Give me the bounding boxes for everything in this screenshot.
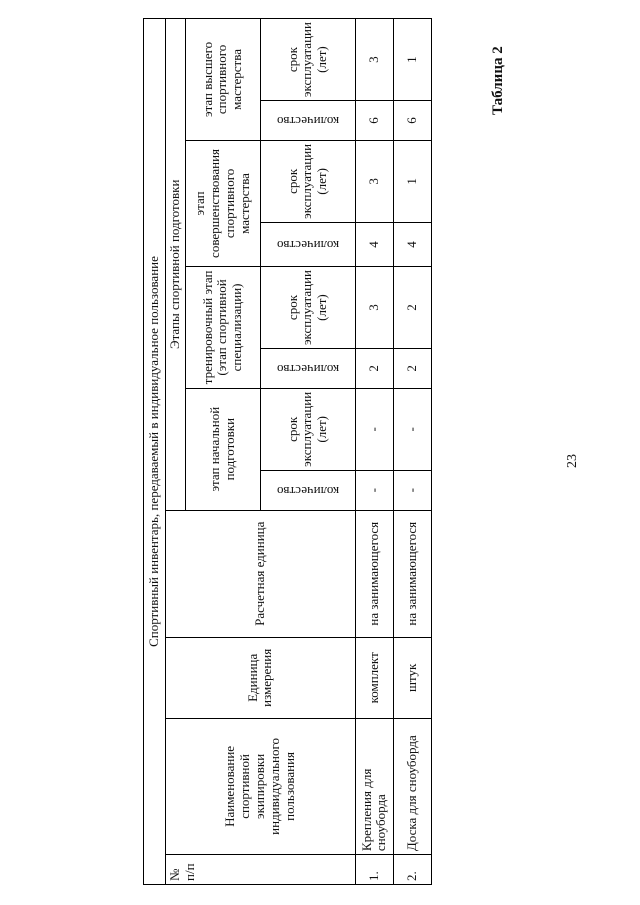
- header-top: Спортивный инвентарь, передаваемый в индивидуальное пользование: [144, 19, 166, 885]
- col-calc-header: Расчетная единица: [166, 510, 356, 637]
- stages-header: Этапы спортивной подготовки: [166, 19, 186, 511]
- sub-term: срок эксплуатации (лет): [260, 140, 355, 222]
- table-label: Таблица 2: [490, 46, 506, 115]
- row-name: Крепления для сноуборда: [355, 718, 393, 854]
- cell-value: 3: [355, 267, 393, 349]
- cell-value: 4: [355, 222, 393, 266]
- cell-value: -: [355, 388, 393, 470]
- sub-qty: количество: [276, 483, 339, 499]
- stage-highest: этап высшего спортивного мастерства: [185, 19, 260, 141]
- cell-value: 3: [355, 19, 393, 101]
- cell-value: 2: [393, 349, 431, 389]
- cell-value: 4: [393, 222, 431, 266]
- stage-initial: этап начальной подготовки: [185, 388, 260, 510]
- row-num: 2.: [393, 855, 431, 885]
- cell-value: 1: [393, 140, 431, 222]
- stage-improvement: этап совершенствования спортивного мастерства: [185, 140, 260, 266]
- row-calc: на занимающегося: [393, 510, 431, 637]
- cell-value: -: [393, 388, 431, 470]
- sub-qty: количество: [276, 113, 339, 129]
- col-name-header: Наименование спортивной экипировки индивидуального пользования: [166, 718, 356, 854]
- col-num-header: № п/п: [166, 855, 356, 885]
- col-unit-header: Единица измерения: [166, 637, 356, 718]
- cell-value: 1: [393, 19, 431, 101]
- row-unit: комплект: [355, 637, 393, 718]
- row-name: Доска для сноуборда: [393, 718, 431, 854]
- sub-term: срок эксплуатации (лет): [260, 388, 355, 470]
- cell-value: -: [393, 470, 431, 510]
- cell-value: 2: [355, 349, 393, 389]
- cell-value: 3: [355, 140, 393, 222]
- cell-value: -: [355, 470, 393, 510]
- table-row: [355, 19, 393, 885]
- sub-term: срок эксплуатации (лет): [260, 19, 355, 101]
- cell-value: 2: [393, 267, 431, 349]
- row-calc: на занимающегося: [355, 510, 393, 637]
- equipment-table: [143, 18, 432, 885]
- sub-term: срок эксплуатации (лет): [260, 267, 355, 349]
- stage-training: тренировочный этап (этап спортивной специализации): [185, 267, 260, 389]
- row-unit: штук: [393, 637, 431, 718]
- page-number: 23: [565, 454, 580, 468]
- sub-qty: количество: [276, 361, 339, 377]
- cell-value: 6: [355, 101, 393, 141]
- cell-value: 6: [393, 101, 431, 141]
- row-num: 1.: [355, 855, 393, 885]
- table-row: [393, 19, 431, 885]
- sub-qty: количество: [276, 237, 339, 253]
